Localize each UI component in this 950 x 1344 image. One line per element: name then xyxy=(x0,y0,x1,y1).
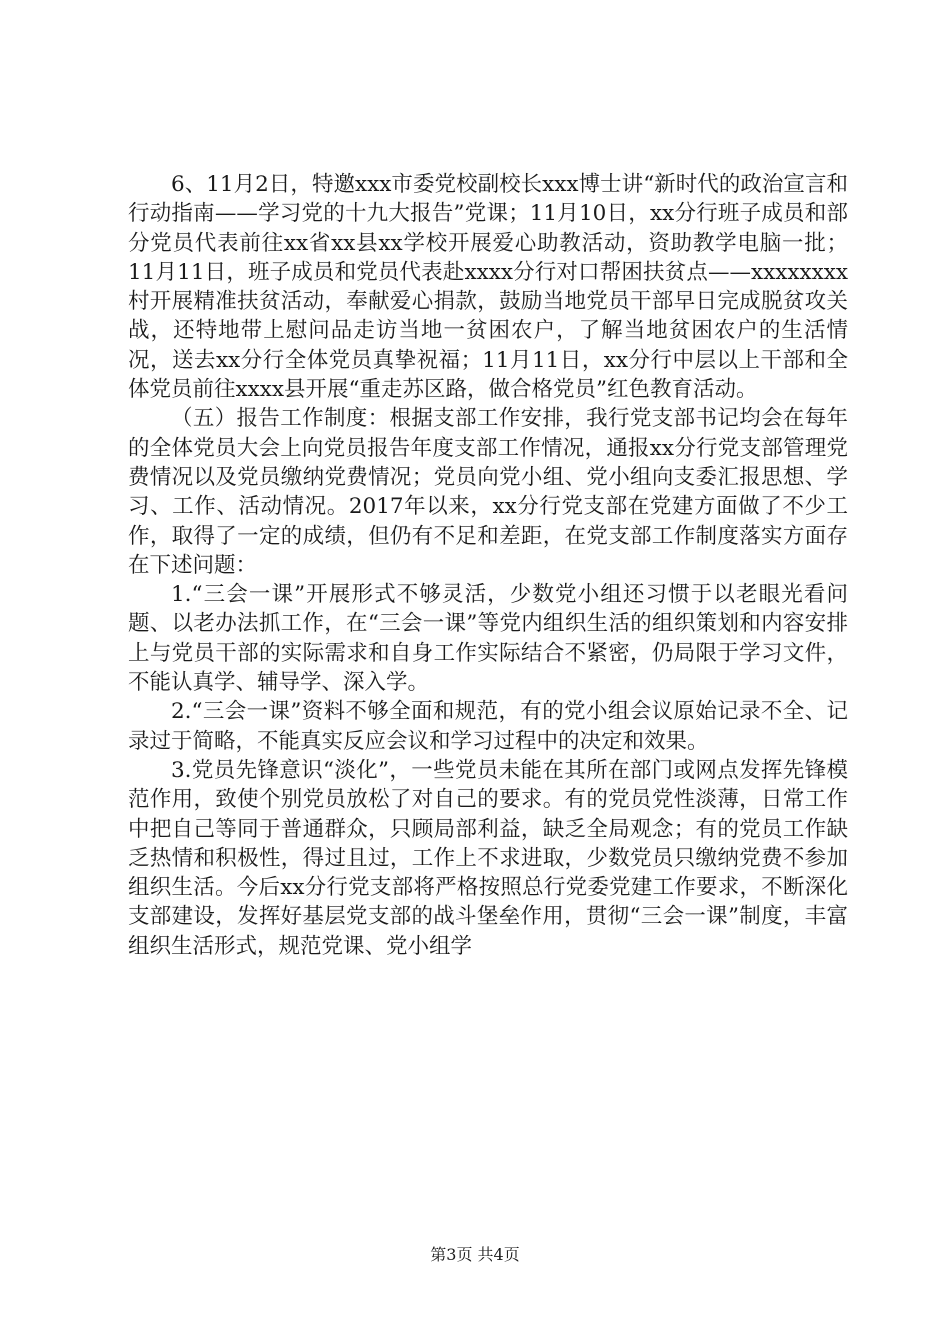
paragraph-issue-2: 2.“三会一课”资料不够全面和规范，有的党小组会议原始记录不全、记录过于简略，不能真实反应会议和学习过程中的决定和效果。 xyxy=(128,699,848,754)
paragraph-activities-list: 6、11月2日，特邀xxx市委党校副校长xxx博士讲“新时代的政治宣言和行动指南——学习党的十九大报告”党课；11月10日，xx分行班子成员和部分党员代表前往xx省xx县xx学校开展爱心助教活动，资助教学电脑一批；11月11日，班子成员和党员代表赴xxxx分行对口帮困扶贫点——xxxxxxxx村开展精准扶贫活动，奉献爱心捐款，鼓励当地党员干部早日完成脱贫攻关战，还特地带上慰问品走访当地一贫困农户，了解当地贫困农户的生活情况，送去xx分行全体党员真挚祝福；11月11日，xx分行中层以上干部和全体党员前往xxxx县开展“重走苏区路，做合格党员”红色教育活动。 xyxy=(128,172,848,403)
page-number-footer: 第3页 共4页 xyxy=(430,1245,520,1264)
paragraph-issue-1: 1.“三会一课”开展形式不够灵活，少数党小组还习惯于以老眼光看问题、以老办法抓工作，在“三会一课”等党内组织生活的组织策划和内容安排上与党员干部的实际需求和自身工作实际结合不紧密，仍局限于学习文件，不能认真学、辅导学、深入学。 xyxy=(128,582,848,696)
document-body xyxy=(128,170,848,961)
paragraph-reporting-system: （五）报告工作制度：根据支部工作安排，我行党支部书记均会在每年的全体党员大会上向党员报告年度支部工作情况，通报xx分行党支部管理党费情况以及党员缴纳党费情况；党员向党小组、党小组向支委汇报思想、学习、工作、活动情况。2017年以来，xx分行党支部在党建方面做了不少工作，取得了一定的成绩，但仍有不足和差距，在党支部工作制度落实方面存在下述问题： xyxy=(128,406,848,578)
paragraph-issue-3: 3.党员先锋意识“淡化”，一些党员未能在其所在部门或网点发挥先锋模范作用，致使个别党员放松了对自己的要求。有的党员党性淡薄，日常工作中把自己等同于普通群众，只顾局部利益，缺乏全局观念；有的党员工作缺乏热情和积极性，得过且过，工作上不求进取，少数党员只缴纳党费不参加组织生活。今后xx分行党支部将严格按照总行党委党建工作要求，不断深化支部建设，发挥好基层党支部的战斗堡垒作用，贯彻“三会一课”制度，丰富组织生活形式，规范党课、党小组学 xyxy=(128,757,848,959)
